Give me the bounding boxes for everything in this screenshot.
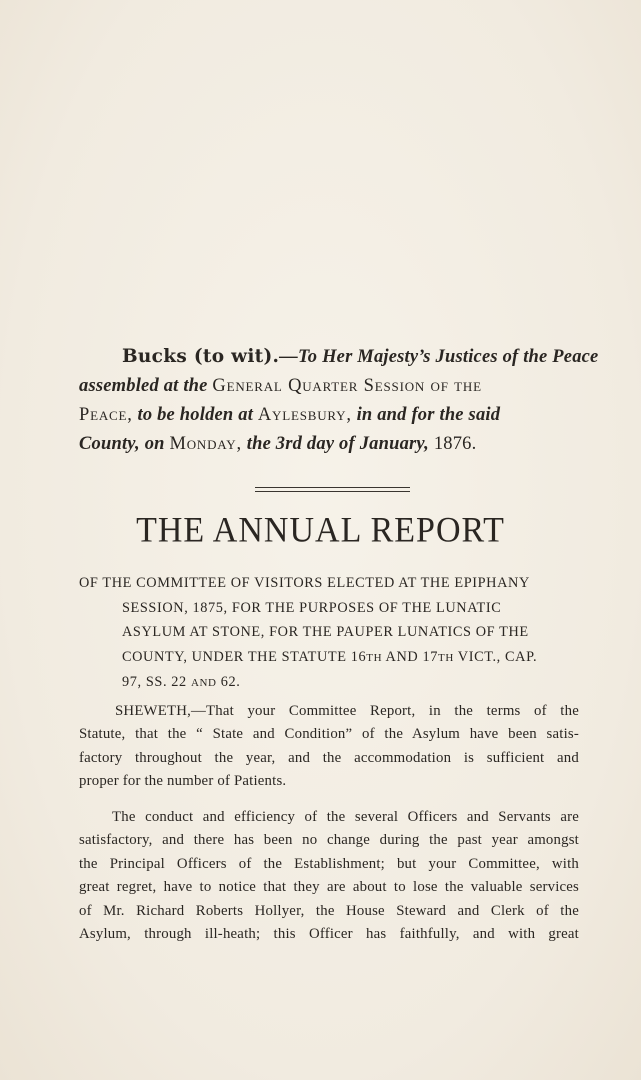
- address-heading: [79, 342, 599, 459]
- report-title: THE ANNUAL REPORT: [136, 511, 505, 550]
- heading-line-1: Bucks (to wit).—To Her Majesty’s Justices of the Peace: [122, 346, 599, 367]
- paragraph-line: the Principal Officers of the Establishment; but your Committee, with: [79, 855, 579, 872]
- subtitle-line-1: OF THE COMMITTEE OF VISITORS ELECTED AT THE EPIPHANY: [79, 575, 530, 591]
- paragraph-line: The conduct and efficiency of the several Officers and Servants are: [112, 809, 579, 825]
- paragraph-line: Asylum, through ill-heath; this Officer has faithfully, and with great: [79, 926, 579, 943]
- paragraph-line: satisfactory, and there has been no change during the past year amongst: [79, 832, 579, 849]
- subtitle-line-4: COUNTY, UNDER THE STATUTE 16TH AND 17TH VICT., CAP.: [122, 648, 538, 665]
- paragraph-officers: [79, 806, 579, 946]
- paragraph-line: Statute, that the “ State and Condition” of the Asylum have been satis-: [79, 726, 579, 743]
- double-rule-bottom: [255, 491, 410, 492]
- report-subtitle: [79, 571, 579, 696]
- paragraph-line: of Mr. Richard Roberts Hollyer, the House Steward and Clerk of the: [79, 902, 579, 919]
- double-rule-top: [255, 487, 410, 488]
- heading-line-3: Peace, to be holden at Aylesbury, in and for the said: [79, 405, 501, 425]
- heading-line-2: assembled at the General Quarter Session of the: [79, 376, 482, 396]
- subtitle-line-2: SESSION, 1875, FOR THE PURPOSES OF THE LUNATIC: [122, 599, 502, 616]
- paragraph-line: SHEWETH,—That your Committee Report, in the terms of the: [115, 703, 579, 719]
- paragraph-sheweth: [79, 700, 579, 794]
- heading-line-4: County, on Monday, the 3rd day of January, 1876.: [79, 434, 477, 454]
- subtitle-line-5: 97, SS. 22 AND 62.: [122, 674, 241, 690]
- paragraph-line: proper for the number of Patients.: [79, 773, 287, 790]
- paragraph-line: factory throughout the year, and the accommodation is sufficient and: [79, 749, 579, 766]
- paragraph-line: great regret, have to notice that they are about to lose the valuable services: [79, 879, 579, 896]
- county-designation: Bucks (to wit).: [122, 346, 280, 367]
- subtitle-line-3: ASYLUM AT STONE, FOR THE PAUPER LUNATICS OF THE: [122, 624, 529, 640]
